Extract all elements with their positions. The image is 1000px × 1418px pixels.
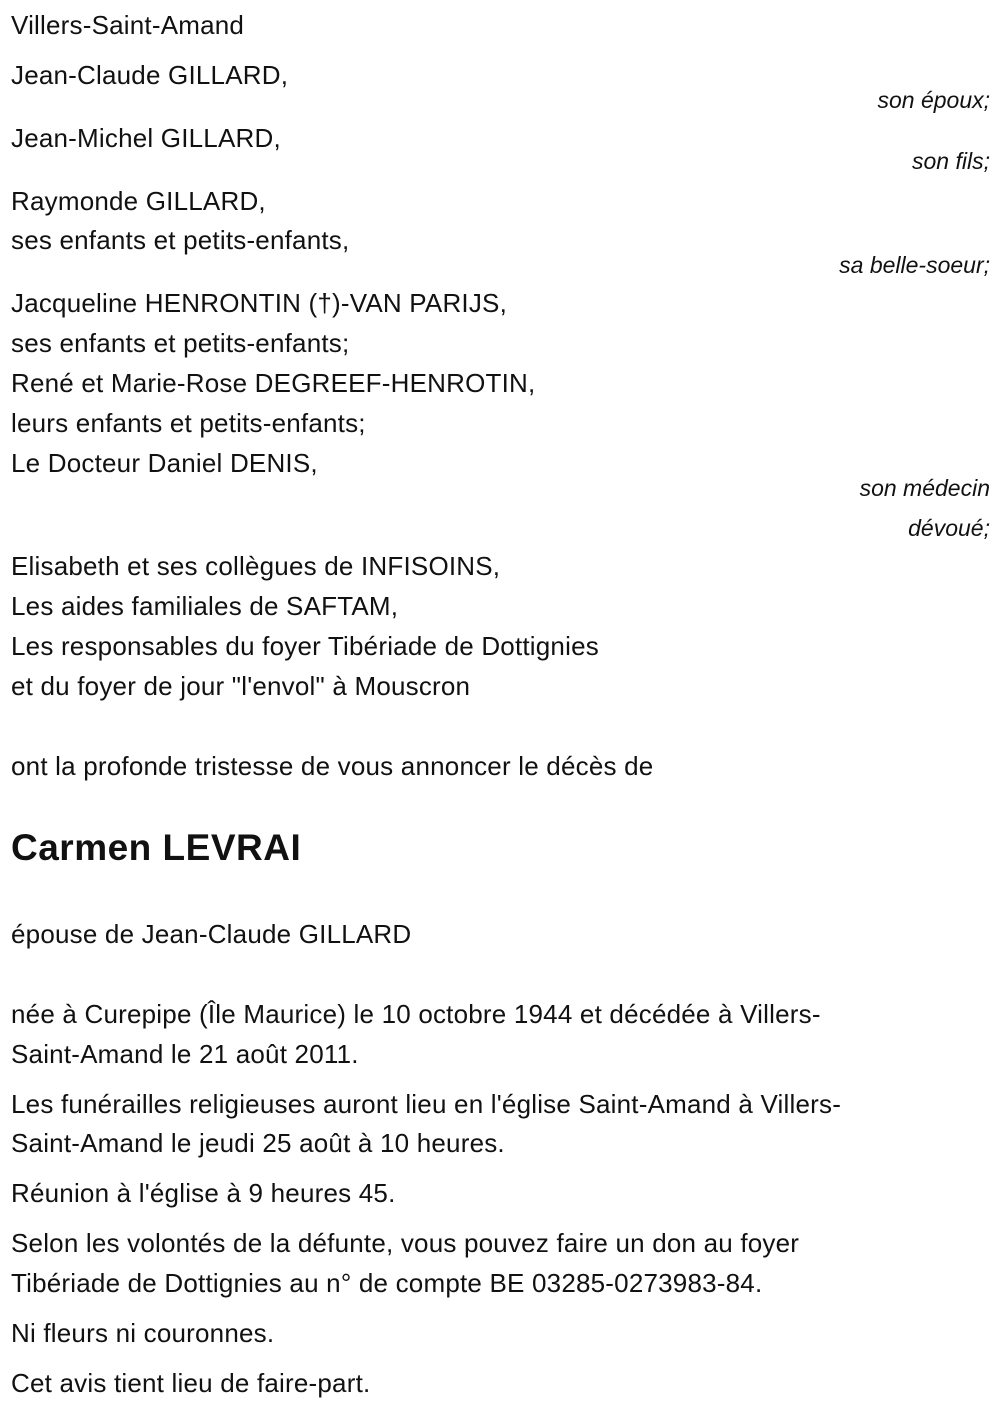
detail-line: Saint-Amand le 21 août 2011. bbox=[11, 1039, 359, 1069]
family-sub: ses enfants et petits-enfants, bbox=[11, 225, 350, 255]
family-role: son fils; bbox=[912, 148, 990, 174]
other-line: Les responsables du foyer Tibériade de Dottignies bbox=[11, 631, 599, 661]
place: Villers-Saint-Amand bbox=[11, 10, 245, 40]
detail-line: Tibériade de Dottignies au n° de compte BE 03285-0273983-84. bbox=[11, 1268, 763, 1298]
family-role: son médecin bbox=[859, 475, 990, 501]
detail-line: Réunion à l'église à 9 heures 45. bbox=[11, 1178, 396, 1208]
detail-line: née à Curepipe (Île Maurice) le 10 octobre 1944 et décédée à Villers- bbox=[11, 999, 821, 1029]
detail-line: Saint-Amand le jeudi 25 août à 10 heures. bbox=[11, 1128, 505, 1158]
family-role: sa belle-soeur; bbox=[839, 252, 990, 278]
family-name: Jean-Michel GILLARD, bbox=[11, 123, 281, 153]
spouse-line: épouse de Jean-Claude GILLARD bbox=[11, 919, 412, 949]
other-line: Les aides familiales de SAFTAM, bbox=[11, 591, 399, 621]
family-sub: leurs enfants et petits-enfants; bbox=[11, 408, 366, 438]
family-name: Jacqueline HENRONTIN (†)-VAN PARIJS, bbox=[11, 288, 508, 318]
detail-line: Cet avis tient lieu de faire-part. bbox=[11, 1368, 371, 1398]
detail-line: Selon les volontés de la défunte, vous pouvez faire un don au foyer bbox=[11, 1228, 800, 1258]
family-role: son époux; bbox=[877, 87, 990, 113]
family-name: René et Marie-Rose DEGREEF-HENROTIN, bbox=[11, 368, 536, 398]
other-line: et du foyer de jour "l'envol" à Mouscron bbox=[11, 671, 471, 701]
family-name: Raymonde GILLARD, bbox=[11, 186, 266, 216]
other-line: Elisabeth et ses collègues de INFISOINS, bbox=[11, 551, 501, 581]
announcement: ont la profonde tristesse de vous annoncer le décès de bbox=[11, 751, 654, 781]
deceased-name: Carmen LEVRAI bbox=[11, 827, 302, 868]
family-sub: ses enfants et petits-enfants; bbox=[11, 328, 350, 358]
detail-line: Ni fleurs ni couronnes. bbox=[11, 1318, 275, 1348]
family-name: Le Docteur Daniel DENIS, bbox=[11, 448, 318, 478]
family-name: Jean-Claude GILLARD, bbox=[11, 60, 289, 90]
detail-line: Les funérailles religieuses auront lieu en l'église Saint-Amand à Villers- bbox=[11, 1089, 842, 1119]
family-role: dévoué; bbox=[908, 515, 990, 541]
